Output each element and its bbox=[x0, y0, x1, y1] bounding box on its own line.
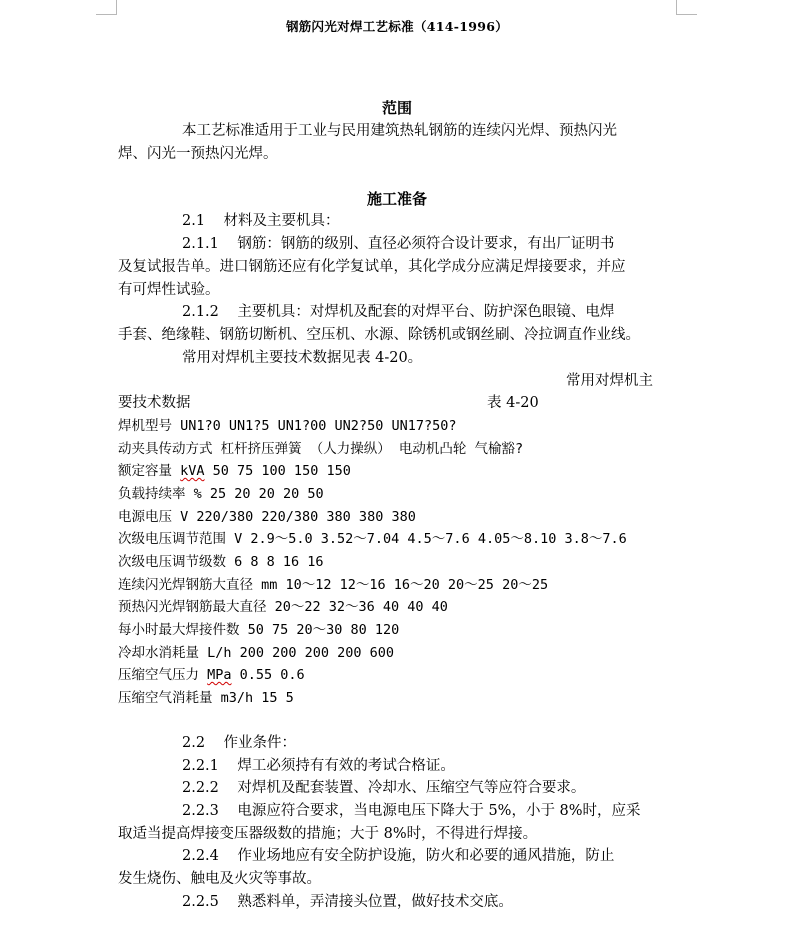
table-row: 压缩空气压力 MPa 0.55 0.6 bbox=[118, 667, 305, 683]
table-row: 焊机型号 UN1?0 UN1?5 UN1?00 UN2?50 UN17?50? bbox=[118, 418, 457, 434]
clause-text: 2.2.4 作业场地应有安全防护设施，防火和必要的通风措施，防止 bbox=[182, 848, 615, 864]
clause-text: 2.2.2 对焊机及配套装置、冷却水、压缩空气等应符合要求。 bbox=[182, 780, 586, 796]
clause-heading: 2.1 材料及主要机具： bbox=[182, 213, 340, 229]
clause-text: 2.2.3 电源应符合要求，当电源电压下降大于 5%，小于 8%时，应采 bbox=[182, 803, 641, 819]
table-row: 每小时最大焊接件数 50 75 20～30 80 120 bbox=[118, 622, 400, 638]
crop-mark-right bbox=[676, 0, 697, 15]
table-caption: 要技术数据 bbox=[118, 395, 191, 411]
table-row: 压缩空气消耗量 m3/h 15 5 bbox=[118, 690, 294, 706]
scope-text: 本工艺标准适用于工业与民用建筑热轧钢筋的连续闪光焊、预热闪光 bbox=[182, 123, 617, 139]
spellcheck-underline: kVA bbox=[180, 463, 205, 479]
section-title-scope: 范围 bbox=[381, 99, 412, 117]
clause-text: 2.2.1 焊工必须持有有效的考试合格证。 bbox=[182, 758, 455, 774]
table-row: 电源电压 V 220/380 220/380 380 380 380 bbox=[118, 509, 416, 525]
section-title-preparation: 施工准备 bbox=[366, 190, 427, 208]
clause-text: 及复试报告单。进口钢筋还应有化学复试单，其化学成分应满足焊接要求，并应 bbox=[118, 259, 626, 275]
table-row: 额定容量 kVA 50 75 100 150 150 bbox=[118, 463, 351, 479]
clause-text: 手套、绝缘鞋、钢筋切断机、空压机、水源、除锈机或钢丝刷、冷拉调直作业线。 bbox=[118, 327, 640, 343]
clause-text: 2.1.1 钢筋：钢筋的级别、直径必须符合设计要求，有出厂证明书 bbox=[182, 236, 615, 252]
table-row: 负载持续率 % 25 20 20 20 50 bbox=[118, 486, 324, 502]
table-row: 冷却水消耗量 L/h 200 200 200 200 600 bbox=[118, 645, 395, 661]
spellcheck-underline: MPa bbox=[207, 667, 232, 683]
table-caption: 常用对焊机主 bbox=[566, 373, 653, 389]
table-row: 连续闪光焊钢筋大直径 mm 10～12 12～16 16～20 20～25 20～25 bbox=[118, 577, 549, 593]
clause-text: 发生烧伤、触电及火灾等事故。 bbox=[118, 871, 321, 887]
clause-heading: 2.2 作业条件： bbox=[182, 735, 296, 751]
crop-mark-left bbox=[96, 0, 117, 15]
table-number: 表 4-20 bbox=[487, 395, 539, 411]
page-header: 钢筋闪光对焊工艺标准（414-1996） bbox=[285, 19, 509, 34]
table-row: 次级电压调节范围 V 2.9～5.0 3.52～7.04 4.5～7.6 4.05～8.10 3.8～7.6 bbox=[118, 531, 627, 547]
clause-text: 2.2.5 熟悉料单，弄清接头位置，做好技术交底。 bbox=[182, 894, 513, 910]
clause-text: 常用对焊机主要技术数据见表 4-20。 bbox=[182, 350, 423, 366]
table-row: 预热闪光焊钢筋最大直径 20～22 32～36 40 40 40 bbox=[118, 599, 448, 615]
clause-text: 取适当提高焊接变压器级数的措施；大于 8%时，不得进行焊接。 bbox=[118, 826, 538, 842]
scope-text: 焊、闪光一预热闪光焊。 bbox=[118, 146, 278, 162]
table-row: 动夹具传动方式 杠杆挤压弹簧 （人力操纵） 电动机凸轮 气榆豁? bbox=[118, 441, 524, 457]
table-row: 次级电压调节级数 6 8 8 16 16 bbox=[118, 554, 324, 570]
clause-text: 有可焊性试验。 bbox=[118, 282, 220, 298]
clause-text: 2.1.2 主要机具：对焊机及配套的对焊平台、防护深色眼镜、电焊 bbox=[182, 304, 615, 320]
